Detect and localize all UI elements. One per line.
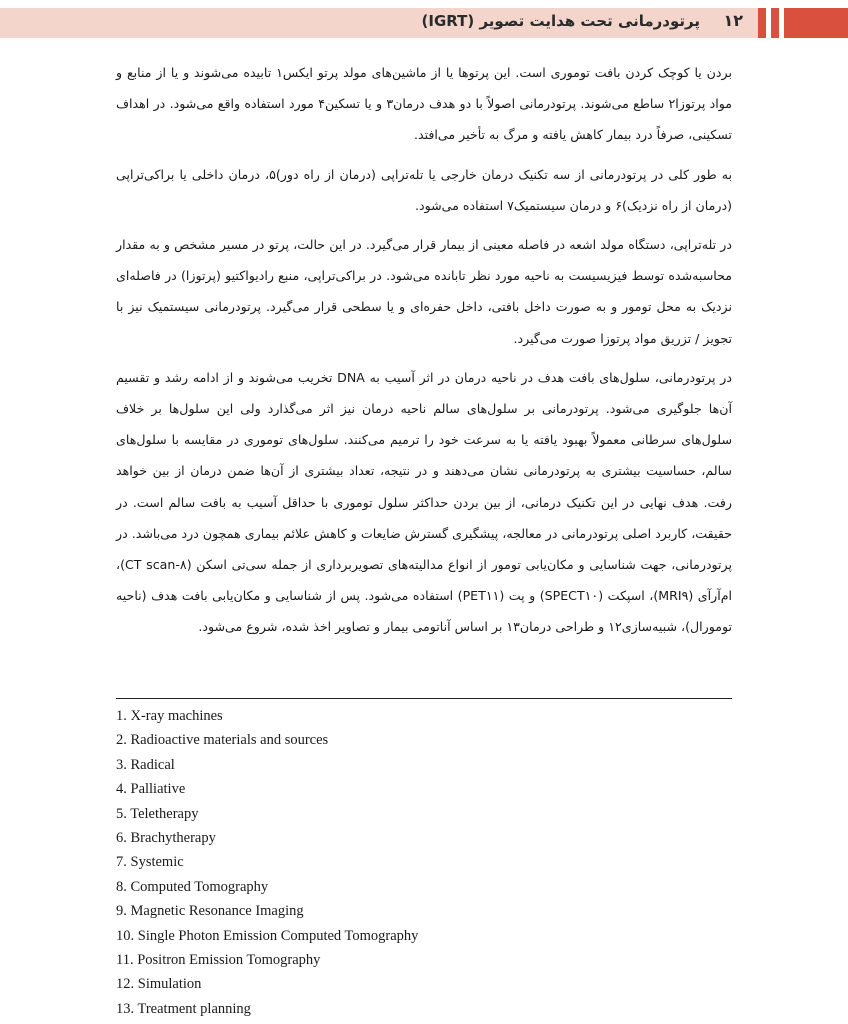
page-number: ۱۲ <box>723 11 743 30</box>
footnote: 13. Treatment planning <box>116 1000 251 1017</box>
body-text <box>116 57 732 643</box>
footnote: 4. Palliative <box>116 781 186 798</box>
paragraph: بردن یا کوچک کردن بافت توموری است. این پرتوها یا از ماشین‌های مولد پرتو ایکس۱ تابیده می‌شوند و یا از منابع و مواد پرتوزا۲ ساطع می‌شوند. پرتودرمانی اصولاً با دو هدف درمان۳ و یا تسکین۴ مورد استفاده واقع می‌شود. در اهداف تسکینی، صرفاً درد بیمار کاهش یافته و مرگ به تأخیر می‌افتد. <box>116 65 732 143</box>
footnote: 9. Magnetic Resonance Imaging <box>116 903 304 920</box>
footnote: 12. Simulation <box>116 976 202 993</box>
paragraph: به طور کلی در پرتودرمانی از سه تکنیک درمان خارجی یا تله‌تراپی (درمان از راه دور)۵، درمان داخلی یا براکی‌تراپی (درمان از راه نزدیک)۶ و درمان سیستمیک۷ استفاده می‌شود. <box>116 166 732 213</box>
footnote: 11. Positron Emission Tomography <box>116 952 321 969</box>
page-header <box>0 8 848 38</box>
footnote: 8. Computed Tomography <box>116 878 269 895</box>
header-accent-bar <box>771 8 779 38</box>
footnote: 7. Systemic <box>116 854 184 871</box>
chapter-title: پرتودرمانی تحت هدایت تصویر (IGRT) <box>421 12 700 30</box>
footnote: 2. Radioactive materials and sources <box>116 732 329 749</box>
paragraph: در تله‌تراپی، دستگاه مولد اشعه در فاصله معینی از بیمار قرار می‌گیرد. در این حالت، پرتو در مسیر مشخص و به مقدار محاسبه‌شده توسط فیزیسیست به ناحیه مورد نظر تابانده می‌شود. در براکی‌تراپی، منبع رادیواکتیو (پرتوزا) در فاصله‌ای نزدیک به محل تومور و به صورت داخل بافتی، داخل حفره‌ای و یا سطحی قرار می‌گیرد. پرتودرمانی سیستمیک نیز با تجویز / تزریق مواد پرتوزا صورت می‌گیرد. <box>116 237 732 346</box>
footnote: 5. Teletherapy <box>116 805 199 822</box>
footnote: 10. Single Photon Emission Computed Tomography <box>116 927 419 944</box>
footnote: 6. Brachytherapy <box>116 830 216 847</box>
footnote: 1. X-ray machines <box>116 708 223 724</box>
paragraph: در پرتودرمانی، سلول‌های بافت هدف در ناحیه درمان در اثر آسیب به DNA تخریب می‌شوند و از ادامه رشد و تقسیم آن‌ها جلوگیری می‌شود. پرتودرمانی بر سلول‌های سالم ناحیه درمان نیز اثر می‌گذارد ولی این سلول‌ها بر خلاف سلول‌های سرطانی معمولاً بهبود یافته یا به سرعت خود را ترمیم می‌کنند. سلول‌های توموری در مقایسه با سلول‌های سالم، حساسیت بیشتری به پرتودرمانی نشان می‌دهند و در نتیجه، تعداد بیشتری از آن‌ها ضمن درمان از بین خواهد رفت. هدف نهایی در این تکنیک درمانی، از بین بردن حداکثر سلول توموری با حداقل آسیب به بافت سالم است. در حقیقت، کاربرد اصلی پرتودرمانی در معالجه، پیشگیری گسترش ضایعات و کاهش علائم بیماری همچون درد می‌باشد. در پرتودرمانی، جهت شناسایی و مکان‌یابی تومور از انواع مدالیته‌های تصویربرداری از جمله سی‌تی اسکن (CT scan-۸)، ام‌آر‌آی (MRI۹)، اسپکت (SPECT۱۰) و پت (PET۱۱) استفاده می‌شود. پس از شناسایی و مکان‌یابی بافت هدف (ناحیه تومورال)، شبیه‌سازی۱۲ و طراحی درمان۱۳ بر اساس آناتومی بیمار و تصاویر اخذ شده، شروع می‌شود. <box>116 369 733 635</box>
footnote-list <box>116 704 736 1021</box>
footnote-divider <box>116 698 732 699</box>
header-accent-block <box>784 8 848 38</box>
footnote: 3. Radical <box>116 756 175 773</box>
header-accent-bar <box>758 8 766 38</box>
